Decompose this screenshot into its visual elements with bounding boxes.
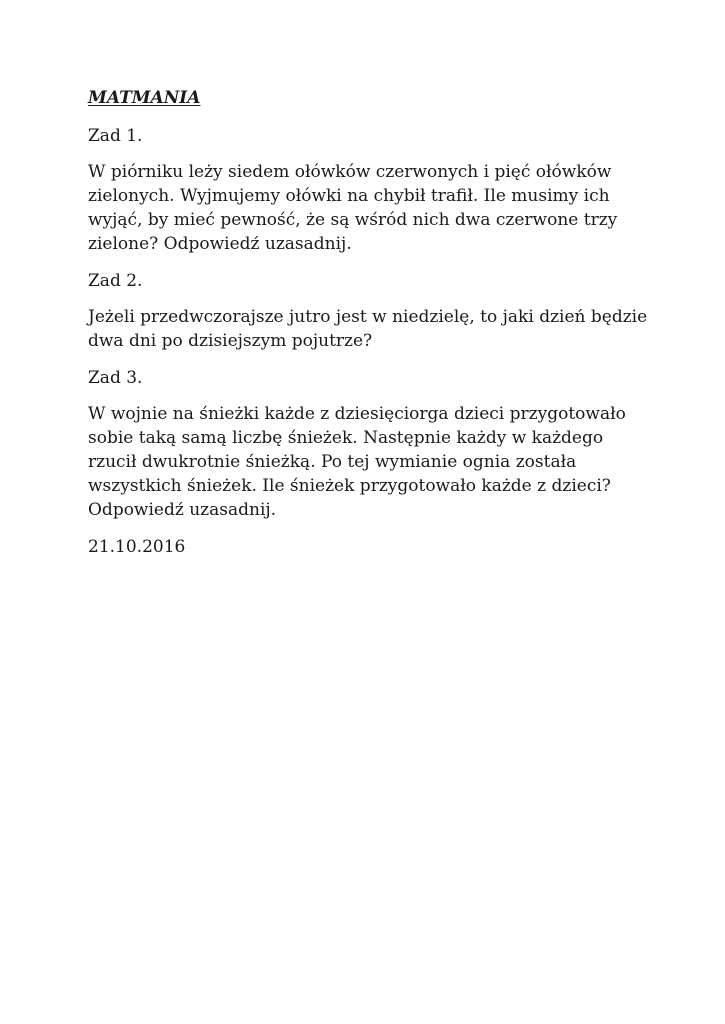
task-1-text: W piórniku leży siedem ołówków czerwonych i pięć ołówków zielonych. Wyjmujemy ołówki na chybił trafił. Ile musimy ich wyjąć, by mieć pewność, że są wśród nich dwa czerwone trzy zielone? Odpowiedź uzasadnij. xyxy=(88,162,618,254)
task-3-text: W wojnie na śnieżki każde z dziesięciorga dzieci przygotowało sobie taką samą liczbę śnieżek. Następnie każdy w każdego rzucił dwukrotnie śnieżką. Po tej wymianie ognia została wszystkich śnieżek. Ile śnieżek przygotowało każde z dzieci? Odpowiedź uzasadnij. xyxy=(88,404,626,520)
task-2-heading: Zad 2. xyxy=(88,271,143,291)
task-3-heading: Zad 3. xyxy=(88,368,143,388)
task-1-heading: Zad 1. xyxy=(88,126,143,146)
document-body xyxy=(88,86,648,559)
document-date: 21.10.2016 xyxy=(88,537,186,557)
task-2-text: Jeżeli przedwczorajsze jutro jest w niedzielę, to jaki dzień będzie dwa dni po dzisiejszym pojutrze? xyxy=(88,307,648,351)
document-title: MATMANIA xyxy=(88,88,201,108)
